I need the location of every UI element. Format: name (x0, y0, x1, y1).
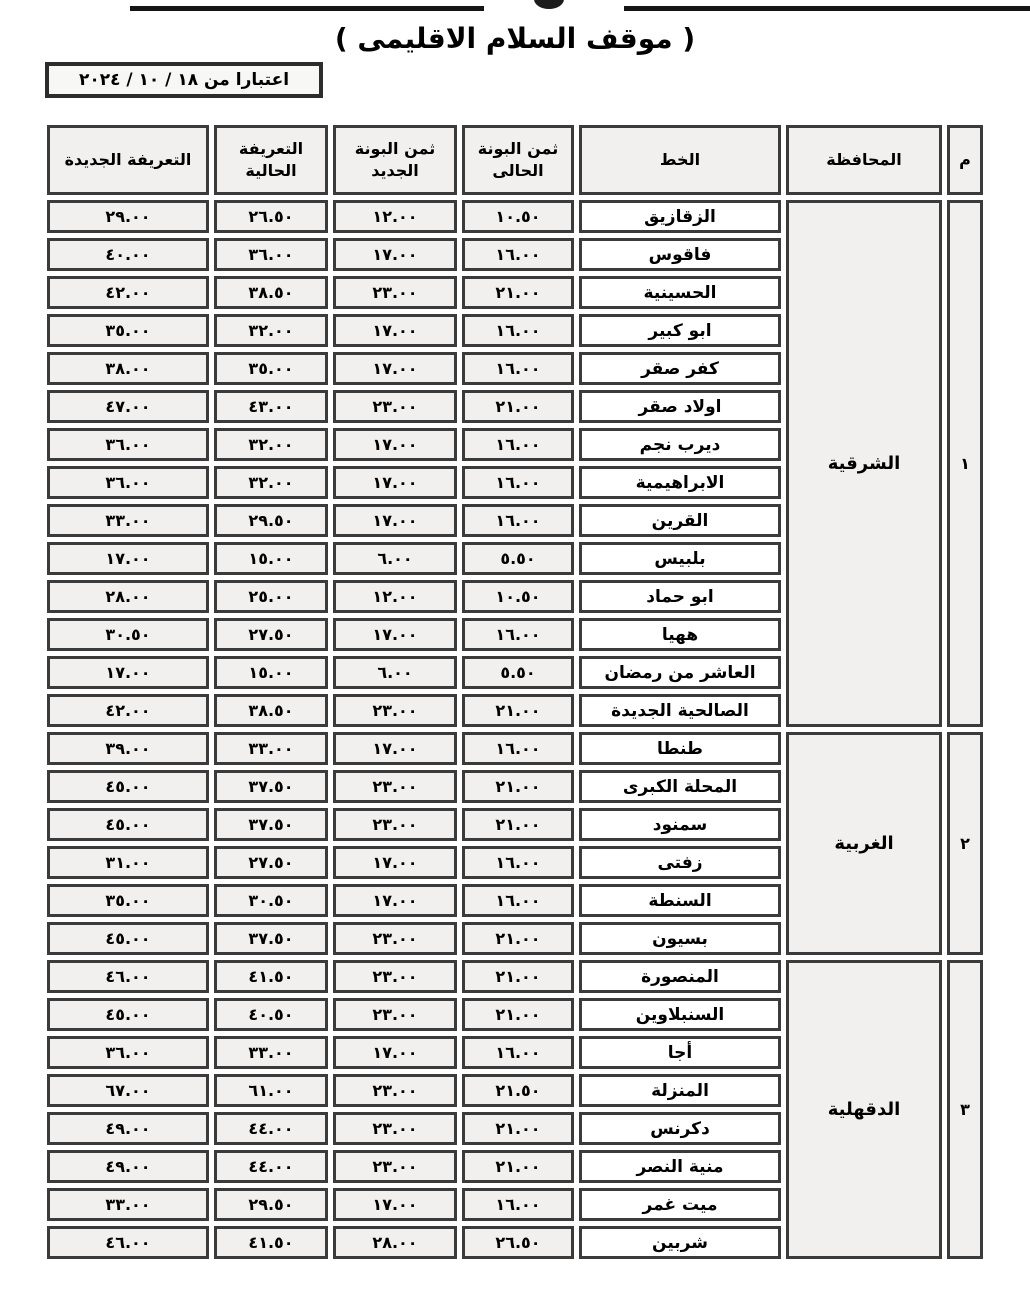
tariff-current-cell: ٤٠.٥٠ (214, 998, 328, 1031)
coupon-new-cell: ٢٣.٠٠ (333, 276, 457, 309)
tariff-current-cell: ٤٤.٠٠ (214, 1112, 328, 1145)
governorate-cell: الشرقية (786, 200, 942, 727)
letterhead-rule-left (130, 6, 484, 11)
coupon-current-cell: ٢١.٠٠ (462, 1150, 574, 1183)
page-title: ( موقف السلام الاقليمى ) (334, 22, 696, 55)
coupon-new-cell: ١٧.٠٠ (333, 352, 457, 385)
coupon-current-cell: ١٦.٠٠ (462, 428, 574, 461)
tariff-current-cell: ٣٠.٥٠ (214, 884, 328, 917)
coupon-current-cell: ١٦.٠٠ (462, 1036, 574, 1069)
coupon-current-cell: ٢١.٠٠ (462, 390, 574, 423)
coupon-new-cell: ٢٣.٠٠ (333, 694, 457, 727)
line-cell: سمنود (579, 808, 781, 841)
line-cell: السنطة (579, 884, 781, 917)
coupon-current-cell: ٢٦.٥٠ (462, 1226, 574, 1259)
coupon-new-cell: ١٧.٠٠ (333, 428, 457, 461)
coupon-current-cell: ٢١.٠٠ (462, 998, 574, 1031)
tariff-current-cell: ١٥.٠٠ (214, 542, 328, 575)
coupon-current-cell: ٢١.٠٠ (462, 770, 574, 803)
coupon-current-cell: ١٦.٠٠ (462, 618, 574, 651)
tariff-current-cell: ٣٢.٠٠ (214, 428, 328, 461)
tariff-current-cell: ٣٨.٥٠ (214, 694, 328, 727)
coupon-new-cell: ١٧.٠٠ (333, 504, 457, 537)
line-cell: ديرب نجم (579, 428, 781, 461)
table-row (47, 732, 983, 765)
header-index: م (947, 125, 983, 195)
tariff-new-cell: ٣٥.٠٠ (47, 314, 209, 347)
tariff-current-cell: ٢٧.٥٠ (214, 618, 328, 651)
group-index-cell: ١ (947, 200, 983, 727)
coupon-current-cell: ٥.٥٠ (462, 656, 574, 689)
coupon-new-cell: ١٧.٠٠ (333, 466, 457, 499)
tariff-current-cell: ٤٤.٠٠ (214, 1150, 328, 1183)
table-header (47, 125, 983, 195)
line-cell: شربين (579, 1226, 781, 1259)
coupon-current-cell: ٢١.٠٠ (462, 694, 574, 727)
coupon-current-cell: ١٦.٠٠ (462, 1188, 574, 1221)
tariff-new-cell: ٤٦.٠٠ (47, 1226, 209, 1259)
tariff-new-cell: ٣١.٠٠ (47, 846, 209, 879)
coupon-new-cell: ٢٣.٠٠ (333, 1150, 457, 1183)
header-governorate: المحافظة (786, 125, 942, 195)
tariff-current-cell: ٢٩.٥٠ (214, 504, 328, 537)
tariff-new-cell: ٢٩.٠٠ (47, 200, 209, 233)
coupon-new-cell: ٢٣.٠٠ (333, 960, 457, 993)
tariff-new-cell: ٤٥.٠٠ (47, 922, 209, 955)
tariff-new-cell: ١٧.٠٠ (47, 656, 209, 689)
line-cell: السنبلاوين (579, 998, 781, 1031)
line-cell: ههيا (579, 618, 781, 651)
header-coupon-new: ثمن البونة الجديد (333, 125, 457, 195)
coupon-current-cell: ٢١.٠٠ (462, 922, 574, 955)
tariff-new-cell: ٤٧.٠٠ (47, 390, 209, 423)
tariff-current-cell: ١٥.٠٠ (214, 656, 328, 689)
coupon-new-cell: ١٢.٠٠ (333, 200, 457, 233)
letterhead-logo-remnant (534, 0, 564, 9)
tariff-current-cell: ٣٢.٠٠ (214, 466, 328, 499)
coupon-current-cell: ١٠.٥٠ (462, 200, 574, 233)
line-cell: بلبيس (579, 542, 781, 575)
coupon-new-cell: ١٧.٠٠ (333, 846, 457, 879)
coupon-new-cell: ١٧.٠٠ (333, 1036, 457, 1069)
tariff-current-cell: ٣٣.٠٠ (214, 732, 328, 765)
tariff-new-cell: ٦٧.٠٠ (47, 1074, 209, 1107)
coupon-current-cell: ١٠.٥٠ (462, 580, 574, 613)
line-cell: القرين (579, 504, 781, 537)
coupon-current-cell: ٢١.٥٠ (462, 1074, 574, 1107)
tariff-table (42, 120, 988, 1264)
line-cell: اولاد صقر (579, 390, 781, 423)
table-row (47, 200, 983, 233)
header-line: الخط (579, 125, 781, 195)
governorate-cell: الدقهلية (786, 960, 942, 1259)
coupon-new-cell: ٦.٠٠ (333, 542, 457, 575)
tariff-current-cell: ٣٧.٥٠ (214, 922, 328, 955)
tariff-current-cell: ٣٢.٠٠ (214, 314, 328, 347)
tariff-current-cell: ٣٦.٠٠ (214, 238, 328, 271)
coupon-new-cell: ٢٣.٠٠ (333, 998, 457, 1031)
tariff-new-cell: ٤٦.٠٠ (47, 960, 209, 993)
line-cell: فاقوس (579, 238, 781, 271)
coupon-new-cell: ١٧.٠٠ (333, 732, 457, 765)
coupon-current-cell: ١٦.٠٠ (462, 238, 574, 271)
tariff-current-cell: ٣٨.٥٠ (214, 276, 328, 309)
tariff-current-cell: ٢٦.٥٠ (214, 200, 328, 233)
tariff-new-cell: ٣٦.٠٠ (47, 466, 209, 499)
tariff-new-cell: ٤٢.٠٠ (47, 694, 209, 727)
line-cell: العاشر من رمضان (579, 656, 781, 689)
table-row (47, 960, 983, 993)
coupon-current-cell: ٥.٥٠ (462, 542, 574, 575)
tariff-new-cell: ١٧.٠٠ (47, 542, 209, 575)
coupon-new-cell: ٢٣.٠٠ (333, 770, 457, 803)
group-index-cell: ٣ (947, 960, 983, 1259)
coupon-new-cell: ١٧.٠٠ (333, 238, 457, 271)
coupon-current-cell: ١٦.٠٠ (462, 732, 574, 765)
coupon-new-cell: ١٧.٠٠ (333, 1188, 457, 1221)
coupon-current-cell: ١٦.٠٠ (462, 504, 574, 537)
line-cell: المحلة الكبرى (579, 770, 781, 803)
tariff-current-cell: ٦١.٠٠ (214, 1074, 328, 1107)
line-cell: الحسينية (579, 276, 781, 309)
line-cell: الصالحية الجديدة (579, 694, 781, 727)
coupon-current-cell: ١٦.٠٠ (462, 352, 574, 385)
tariff-new-cell: ٣٥.٠٠ (47, 884, 209, 917)
tariff-table-wrapper (42, 120, 988, 1264)
governorate-cell: الغربية (786, 732, 942, 955)
tariff-current-cell: ٢٩.٥٠ (214, 1188, 328, 1221)
tariff-current-cell: ٣٥.٠٠ (214, 352, 328, 385)
coupon-current-cell: ١٦.٠٠ (462, 314, 574, 347)
header-coupon-current: ثمن البونة الحالى (462, 125, 574, 195)
line-cell: طنطا (579, 732, 781, 765)
line-cell: زفتى (579, 846, 781, 879)
line-cell: دكرنس (579, 1112, 781, 1145)
tariff-new-cell: ٤٥.٠٠ (47, 808, 209, 841)
line-cell: بسيون (579, 922, 781, 955)
coupon-new-cell: ١٧.٠٠ (333, 884, 457, 917)
coupon-new-cell: ١٧.٠٠ (333, 314, 457, 347)
line-cell: المنصورة (579, 960, 781, 993)
line-cell: المنزلة (579, 1074, 781, 1107)
line-cell: ابو حماد (579, 580, 781, 613)
line-cell: ابو كبير (579, 314, 781, 347)
tariff-current-cell: ٤١.٥٠ (214, 1226, 328, 1259)
tariff-new-cell: ٣٦.٠٠ (47, 1036, 209, 1069)
line-cell: أجا (579, 1036, 781, 1069)
effective-date-text: اعتبارا من ١٨ / ١٠ / ٢٠٢٤ (78, 70, 290, 90)
tariff-new-cell: ٤٩.٠٠ (47, 1150, 209, 1183)
coupon-current-cell: ٢١.٠٠ (462, 1112, 574, 1145)
header-tariff-new: التعريفة الجديدة (47, 125, 209, 195)
coupon-new-cell: ٢٣.٠٠ (333, 1112, 457, 1145)
tariff-current-cell: ٤٣.٠٠ (214, 390, 328, 423)
coupon-current-cell: ٢١.٠٠ (462, 960, 574, 993)
tariff-current-cell: ٢٧.٥٠ (214, 846, 328, 879)
tariff-new-cell: ٣٦.٠٠ (47, 428, 209, 461)
line-cell: منية النصر (579, 1150, 781, 1183)
line-cell: الابراهيمية (579, 466, 781, 499)
coupon-new-cell: ٦.٠٠ (333, 656, 457, 689)
header-row (47, 125, 983, 195)
coupon-current-cell: ١٦.٠٠ (462, 466, 574, 499)
tariff-new-cell: ٤٢.٠٠ (47, 276, 209, 309)
line-cell: ميت غمر (579, 1188, 781, 1221)
tariff-current-cell: ٢٥.٠٠ (214, 580, 328, 613)
tariff-new-cell: ٤٥.٠٠ (47, 998, 209, 1031)
tariff-new-cell: ٤٠.٠٠ (47, 238, 209, 271)
coupon-current-cell: ٢١.٠٠ (462, 808, 574, 841)
tariff-current-cell: ٣٧.٥٠ (214, 770, 328, 803)
coupon-current-cell: ١٦.٠٠ (462, 884, 574, 917)
tariff-new-cell: ٣٠.٥٠ (47, 618, 209, 651)
tariff-new-cell: ٣٣.٠٠ (47, 1188, 209, 1221)
coupon-current-cell: ٢١.٠٠ (462, 276, 574, 309)
coupon-new-cell: ٢٣.٠٠ (333, 390, 457, 423)
effective-date-box (45, 62, 323, 98)
coupon-current-cell: ١٦.٠٠ (462, 846, 574, 879)
group-index-cell: ٢ (947, 732, 983, 955)
header-tariff-current: التعريفة الحالية (214, 125, 328, 195)
tariff-current-cell: ٣٣.٠٠ (214, 1036, 328, 1069)
coupon-new-cell: ١٢.٠٠ (333, 580, 457, 613)
line-cell: كفر صقر (579, 352, 781, 385)
tariff-current-cell: ٤١.٥٠ (214, 960, 328, 993)
letterhead-rule-right (624, 6, 1030, 11)
line-cell: الزقازيق (579, 200, 781, 233)
tariff-new-cell: ٤٥.٠٠ (47, 770, 209, 803)
tariff-table-body (47, 200, 983, 1259)
tariff-new-cell: ٤٩.٠٠ (47, 1112, 209, 1145)
coupon-new-cell: ٢٨.٠٠ (333, 1226, 457, 1259)
tariff-current-cell: ٣٧.٥٠ (214, 808, 328, 841)
coupon-new-cell: ١٧.٠٠ (333, 618, 457, 651)
coupon-new-cell: ٢٣.٠٠ (333, 808, 457, 841)
tariff-new-cell: ٢٨.٠٠ (47, 580, 209, 613)
tariff-new-cell: ٣٩.٠٠ (47, 732, 209, 765)
tariff-new-cell: ٣٣.٠٠ (47, 504, 209, 537)
tariff-new-cell: ٣٨.٠٠ (47, 352, 209, 385)
coupon-new-cell: ٢٣.٠٠ (333, 1074, 457, 1107)
coupon-new-cell: ٢٣.٠٠ (333, 922, 457, 955)
